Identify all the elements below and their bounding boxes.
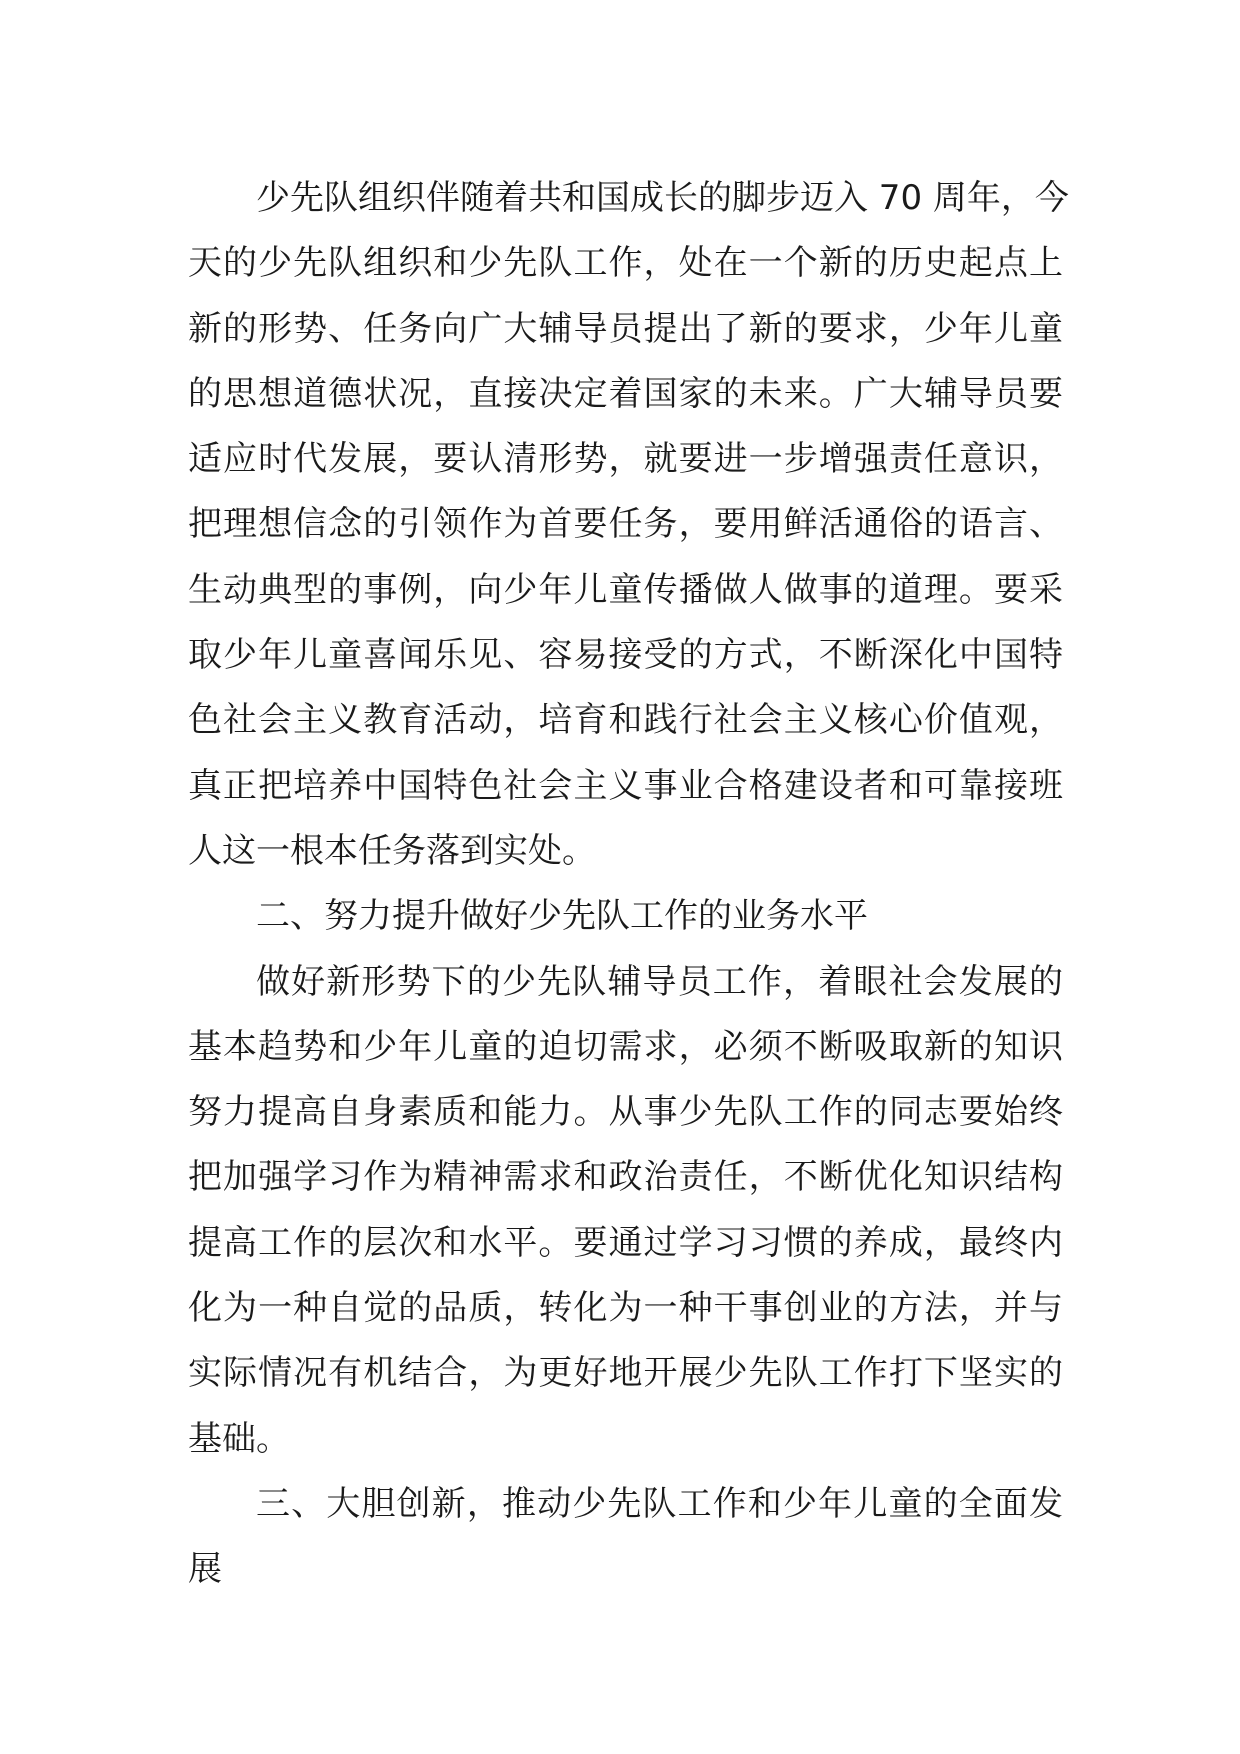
- text-line: 人这一根本任务落到实处。: [188, 830, 596, 871]
- text-line: 做好新形势下的少先队辅导员工作，着眼社会发展的: [256, 961, 1063, 1002]
- text-line: 把理想信念的引领作为首要任务，要用鲜活通俗的语言、: [188, 504, 1063, 545]
- text-line: 色社会主义教育活动，培育和践行社会主义核心价值观，: [188, 700, 1063, 741]
- section-heading: 二、努力提升做好少先队工作的业务水平: [256, 896, 868, 937]
- text-line: 适应时代发展，要认清形势，就要进一步增强责任意识，: [188, 439, 1063, 480]
- text-line: 的思想道德状况，直接决定着国家的未来。广大辅导员要: [188, 373, 1063, 414]
- text-line: 生动典型的事例，向少年儿童传播做人做事的道理。要采: [188, 569, 1063, 610]
- text-line: 提高工作的层次和水平。要通过学习习惯的养成，最终内: [188, 1222, 1063, 1263]
- text-line: 真正把培养中国特色社会主义事业合格建设者和可靠接班: [188, 765, 1063, 806]
- text-line: 把加强学习作为精神需求和政治责任，不断优化知识结构: [188, 1157, 1063, 1198]
- text-line: 少先队组织伴随着共和国成长的脚步迈入 70 周年，今: [256, 178, 1069, 218]
- text-line: 基本趋势和少年儿童的迫切需求，必须不断吸取新的知识: [188, 1026, 1063, 1067]
- section-heading: 三、大胆创新，推动少先队工作和少年儿童的全面发: [256, 1483, 1063, 1524]
- text-line: 取少年儿童喜闻乐见、容易接受的方式，不断深化中国特: [188, 635, 1063, 676]
- text-line: 基础。: [188, 1418, 290, 1459]
- text-line: 努力提高自身素质和能力。从事少先队工作的同志要始终: [188, 1092, 1063, 1133]
- text-line: 新的形势、任务向广大辅导员提出了新的要求，少年儿童: [188, 308, 1063, 349]
- document-body: [188, 166, 1069, 1603]
- text-line: 化为一种自觉的品质，转化为一种干事创业的方法，并与: [188, 1288, 1063, 1329]
- section-heading-continuation: 展: [188, 1549, 222, 1590]
- text-line: 天的少先队组织和少先队工作，处在一个新的历史起点上: [188, 243, 1063, 284]
- text-line: 实际情况有机结合，为更好地开展少先队工作打下坚实的: [188, 1353, 1063, 1394]
